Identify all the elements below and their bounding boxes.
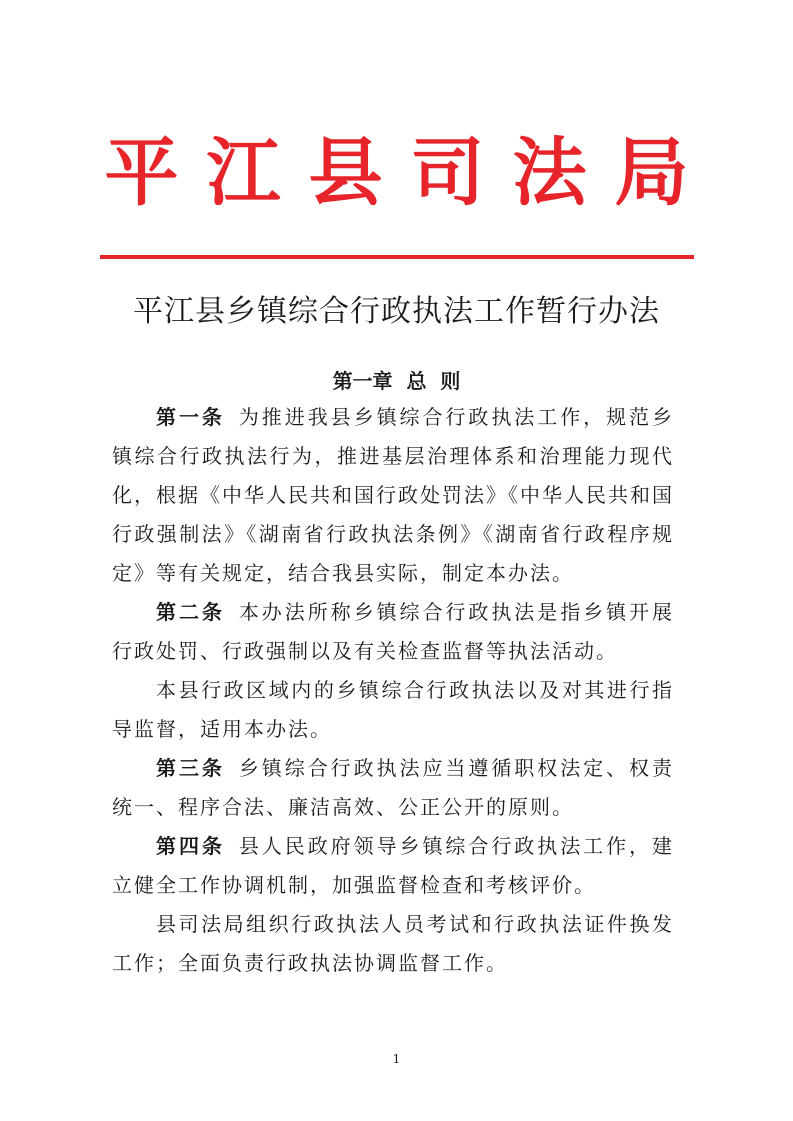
document-body (112, 398, 674, 983)
article-label: 第四条 (156, 834, 225, 858)
article-text: 本办法所称乡镇综合行政执法是指乡镇开展行政处罚、行政强制以及有关检查监督等执法活动。 (112, 600, 675, 663)
org-header: 平江县司法局 (104, 130, 717, 216)
article-text: 乡镇综合行政执法应当遵循职权法定、权责统一、程序合法、廉洁高效、公正公开的原则。 (112, 756, 675, 819)
article-1 (112, 398, 674, 593)
article-text: 本县行政区域内的乡镇综合行政执法以及对其进行指导监督，适用本办法。 (112, 678, 674, 741)
article-2-paragraph-2 (112, 671, 674, 749)
page-number: 1 (392, 1052, 401, 1066)
article-text: 县司法局组织行政执法人员考试和行政执法证件换发工作；全面负责行政执法协调监督工作。 (112, 912, 674, 975)
article-4 (112, 827, 674, 905)
document-title: 平江县乡镇综合行政执法工作暂行办法 (133, 294, 660, 329)
article-text: 县人民政府领导乡镇综合行政执法工作，建立健全工作协调机制，加强监督检查和考核评价。 (112, 834, 675, 897)
article-text: 为推进我县乡镇综合行政执法工作，规范乡镇综合行政执法行为，推进基层治理体系和治理能力现代化，根据《中华人民共和国行政处罚法》《中华人民共和国行政强制法》《湖南省行政执法条例》《湖南省行政程序规定》等有关规定，结合我县实际，制定本办法。 (112, 405, 675, 585)
article-label: 第三条 (156, 756, 225, 780)
chapter-heading: 第一章 总 则 (332, 369, 461, 393)
article-4-paragraph-2 (112, 905, 674, 983)
article-label: 第二条 (156, 600, 225, 624)
article-3 (112, 749, 674, 827)
red-divider-line (100, 255, 694, 259)
article-label: 第一条 (156, 405, 225, 429)
article-2 (112, 593, 674, 671)
